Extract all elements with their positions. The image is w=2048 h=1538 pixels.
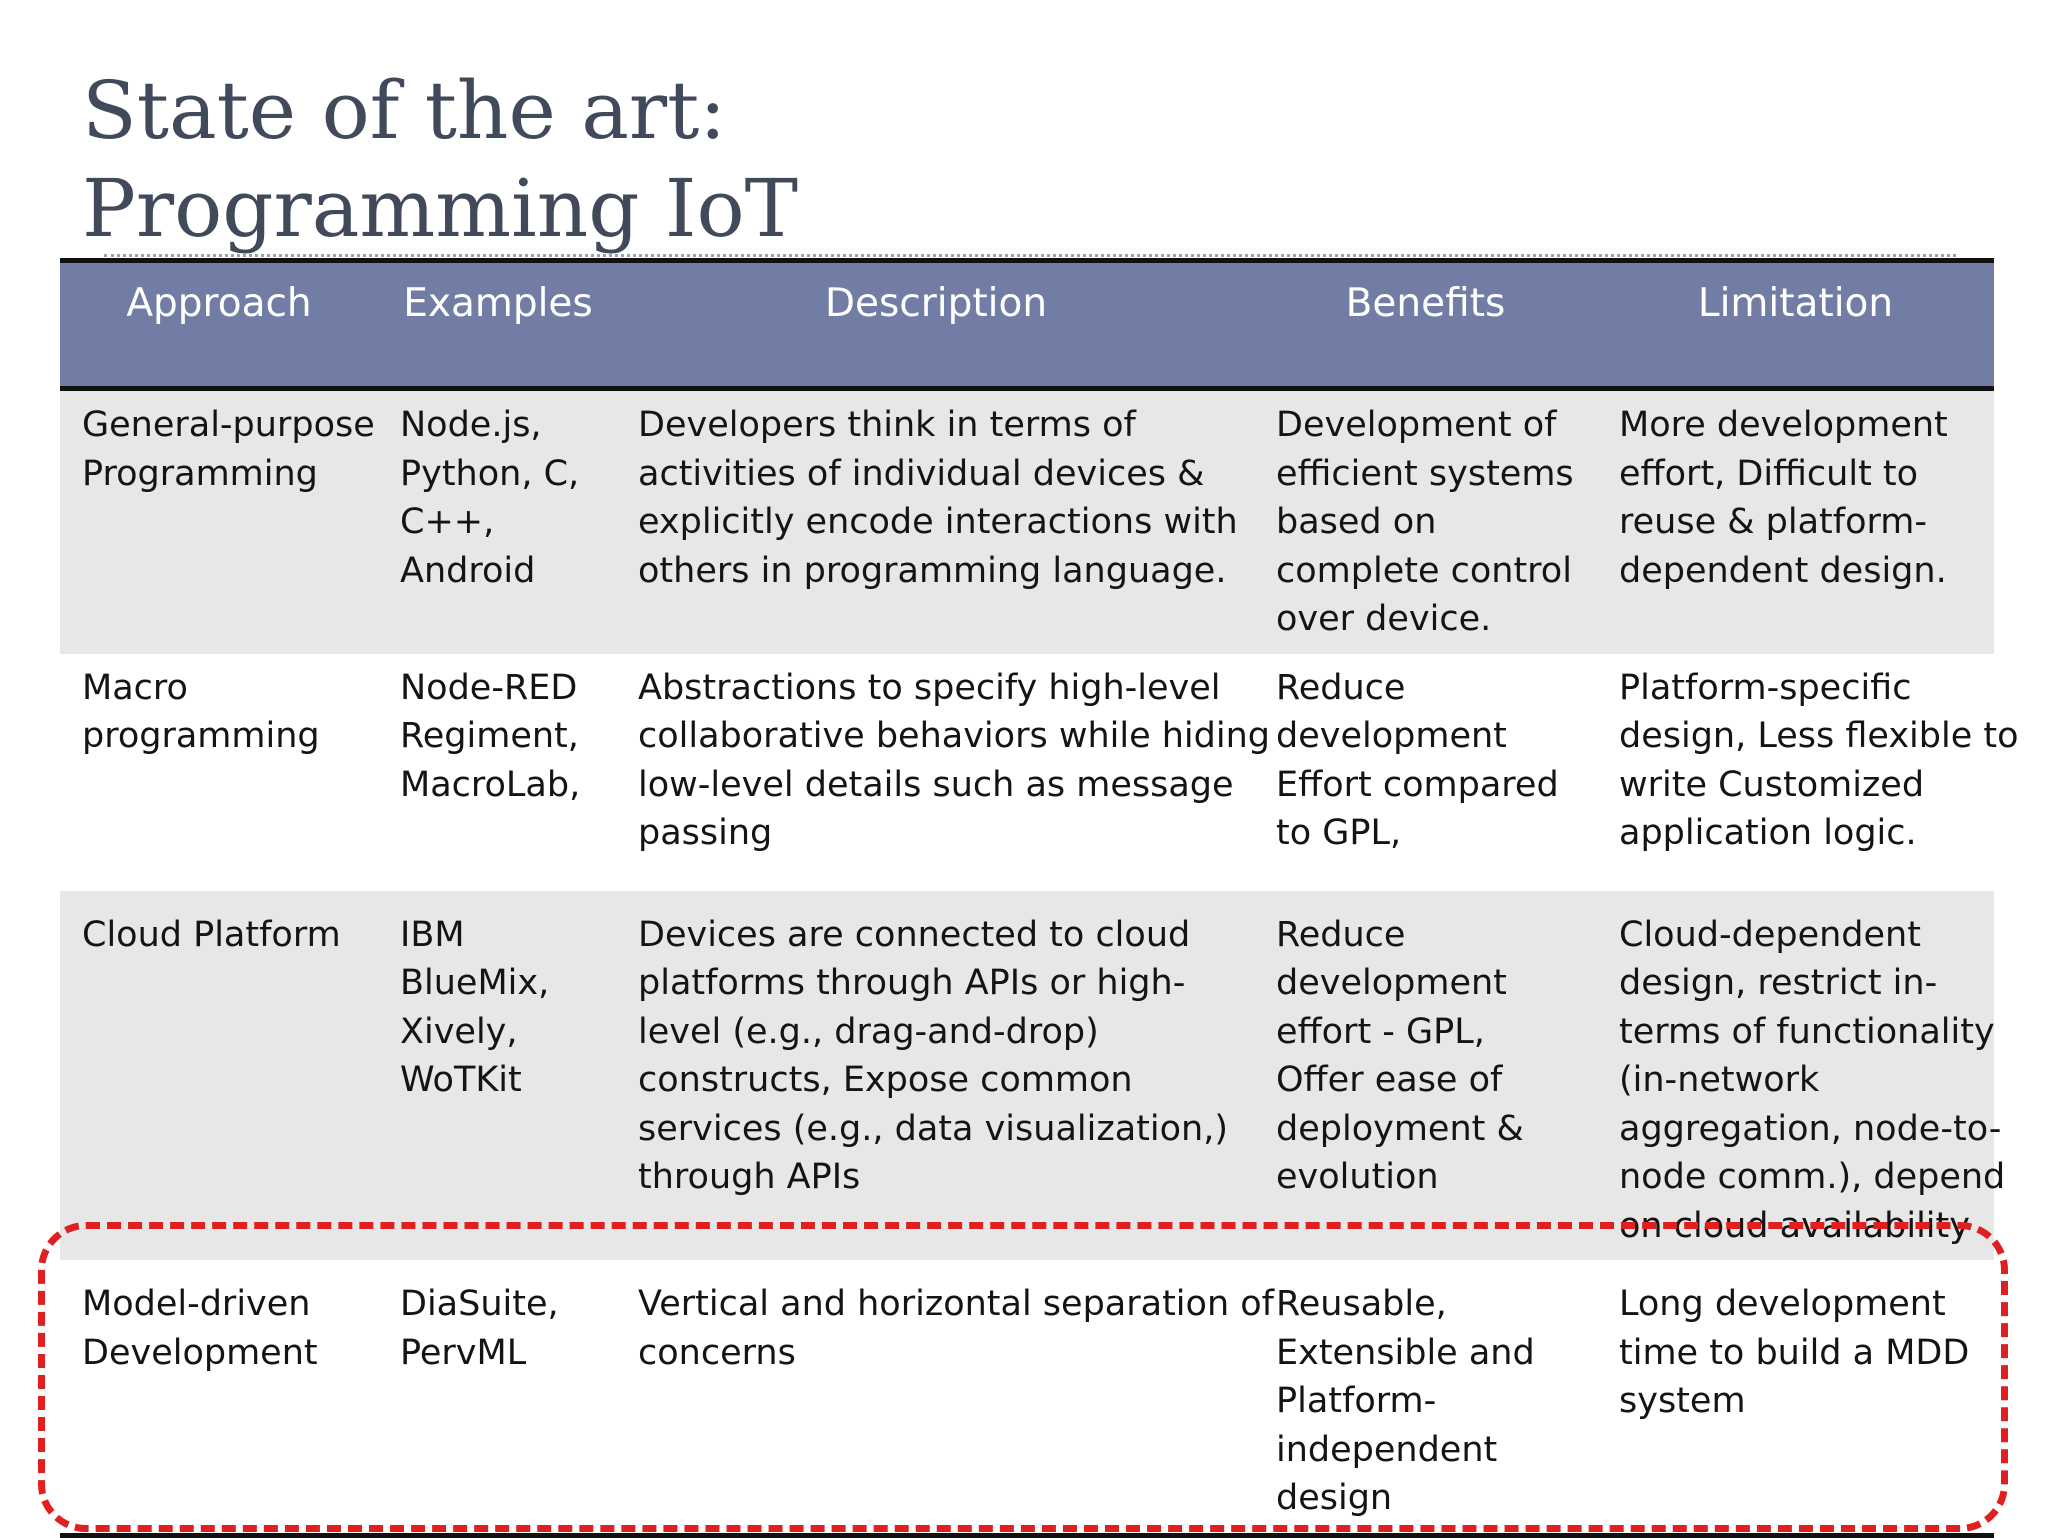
cell-description [618, 654, 1270, 891]
header-examples: Examples [378, 261, 618, 389]
header-benefits: Benefits [1254, 261, 1597, 389]
cell-text-line: application logic. [1619, 813, 1917, 853]
cell-text-line: Platform-specific [1619, 667, 1912, 708]
cell-text-line: DiaSuite, [400, 1284, 559, 1324]
cell-text-line: Abstractions to specify high-level [638, 667, 1221, 708]
cell-text-line: effort, Difficult to [1619, 453, 1919, 494]
cell-text-line: Offer ease of [1276, 1060, 1503, 1100]
cell-text-line: Node-RED [400, 667, 578, 708]
cell-benefits [1254, 654, 1597, 891]
cell-text-line: Model-driven [82, 1284, 311, 1324]
table-row [60, 891, 1994, 1261]
cell-text-line: independent [1276, 1429, 1498, 1470]
cell-text-line: collaborative behaviors while hiding [638, 716, 1270, 756]
cell-text-line: deployment & [1276, 1108, 1524, 1149]
cell-text-line: Development of [1276, 405, 1557, 445]
table-header-row [60, 261, 1994, 389]
cell-text-line: constructs, Expose common [638, 1060, 1133, 1100]
cell-text-line: complete control [1276, 550, 1572, 591]
cell-text-line: to GPL, [1276, 813, 1402, 853]
cell-text-line: design [1276, 1478, 1393, 1518]
cell-text-line: design, restrict in- [1619, 963, 1938, 1003]
comparison-table [60, 258, 2019, 1538]
cell-text-line: Effort compared [1276, 764, 1559, 805]
cell-text-line: through APIs [638, 1157, 861, 1197]
cell-text-line: Development [82, 1332, 318, 1373]
cell-examples [378, 389, 618, 654]
cell-text-line: Long development [1619, 1284, 1946, 1324]
cell-approach [60, 389, 378, 654]
cell-benefits [1254, 389, 1597, 654]
cell-approach [60, 1260, 378, 1535]
cell-examples [378, 654, 618, 891]
cell-text-line: BlueMix, [400, 963, 550, 1003]
cell-text-line: efficient systems [1276, 453, 1574, 494]
header-description: Description [618, 261, 1254, 389]
cell-text-line: node comm.), depend [1619, 1157, 2006, 1197]
cell-text-line: level (e.g., drag-and-drop) [638, 1011, 1099, 1052]
cell-text-line: Platform- [1276, 1381, 1437, 1421]
slide-title [82, 62, 798, 258]
table-row [60, 1260, 1994, 1535]
cell-text-line: effort - GPL, [1276, 1011, 1485, 1052]
cell-text-line: Vertical and horizontal separation of [638, 1284, 1274, 1324]
cell-limitation [1597, 1260, 1994, 1535]
cell-text-line: based on [1276, 502, 1437, 542]
cell-benefits [1254, 1260, 1597, 1535]
cell-text-line: MacroLab, [400, 764, 581, 805]
cell-text-line: others in programming language. [638, 550, 1227, 591]
cell-text-line: development [1276, 716, 1507, 756]
cell-text-line: More development [1619, 405, 1948, 445]
cell-text-line: programming [82, 716, 320, 756]
cell-text-line: development [1276, 963, 1507, 1003]
comparison-table-container [60, 258, 2019, 1538]
cell-text-line: Regiment, [400, 716, 579, 756]
cell-text-line: Cloud-dependent [1619, 914, 1921, 955]
cell-text-line: C++, [400, 502, 495, 542]
title-line-2: Programming IoT [82, 162, 798, 255]
cell-text-line: Android [400, 550, 536, 591]
cell-text-line: reuse & platform- [1619, 502, 1927, 542]
cell-limitation [1597, 891, 2006, 1261]
cell-approach [60, 891, 378, 1261]
cell-limitation [1597, 389, 1994, 654]
title-divider [104, 254, 1956, 257]
cell-text-line: platforms through APIs or high- [638, 963, 1186, 1003]
cell-examples [378, 1260, 618, 1535]
cell-text-line: IBM [400, 914, 465, 955]
title-line-1: State of the art: [82, 64, 727, 157]
cell-approach [60, 654, 378, 891]
cell-text-line: passing [638, 813, 773, 853]
header-limitation: Limitation [1597, 261, 1994, 389]
cell-text-line: explicitly encode interactions with [638, 502, 1238, 542]
cell-text-line: concerns [638, 1332, 796, 1373]
cell-text-line: Reduce [1276, 914, 1406, 955]
cell-text-line: evolution [1276, 1157, 1439, 1197]
cell-text-line: dependent design. [1619, 550, 1947, 591]
cell-text-line: Macro [82, 667, 188, 708]
cell-text-line: Python, C, [400, 453, 580, 494]
cell-text-line: Extensible and [1276, 1332, 1535, 1373]
cell-text-line: activities of individual devices & [638, 453, 1205, 494]
cell-text-line: aggregation, node-to- [1619, 1108, 2002, 1149]
cell-text-line: (in-network [1619, 1060, 1820, 1100]
header-approach: Approach [60, 261, 378, 389]
cell-text-line: system [1619, 1381, 1746, 1421]
cell-text-line: terms of functionality [1619, 1011, 1995, 1052]
cell-text-line: Xively, [400, 1011, 518, 1052]
cell-description [618, 891, 1254, 1261]
cell-text-line: Devices are connected to cloud [638, 914, 1191, 955]
table-row [60, 654, 1994, 891]
cell-text-line: over device. [1276, 599, 1492, 639]
cell-text-line: services (e.g., data visualization,) [638, 1108, 1228, 1149]
cell-benefits [1254, 891, 1597, 1261]
cell-text-line: Programming [82, 453, 318, 494]
cell-text-line: Developers think in terms of [638, 405, 1136, 445]
cell-text-line: WoTKit [400, 1060, 522, 1100]
cell-text-line: Node.js, [400, 405, 542, 445]
cell-text-line: design, Less flexible to [1619, 716, 2019, 756]
cell-text-line: PervML [400, 1332, 527, 1373]
cell-text-line: Cloud Platform [82, 914, 341, 955]
cell-text-line: Reduce [1276, 667, 1406, 708]
cell-examples [378, 891, 618, 1261]
table-row [60, 389, 1994, 654]
cell-description [618, 389, 1254, 654]
cell-limitation [1597, 654, 2019, 891]
cell-description [618, 1260, 1274, 1535]
cell-text-line: on cloud availability [1619, 1205, 1970, 1246]
cell-text-line: General-purpose [82, 405, 375, 445]
cell-text-line: write Customized [1619, 764, 1925, 805]
cell-text-line: low-level details such as message [638, 764, 1234, 805]
cell-text-line: Reusable, [1276, 1284, 1447, 1324]
cell-text-line: time to build a MDD [1619, 1332, 1970, 1373]
